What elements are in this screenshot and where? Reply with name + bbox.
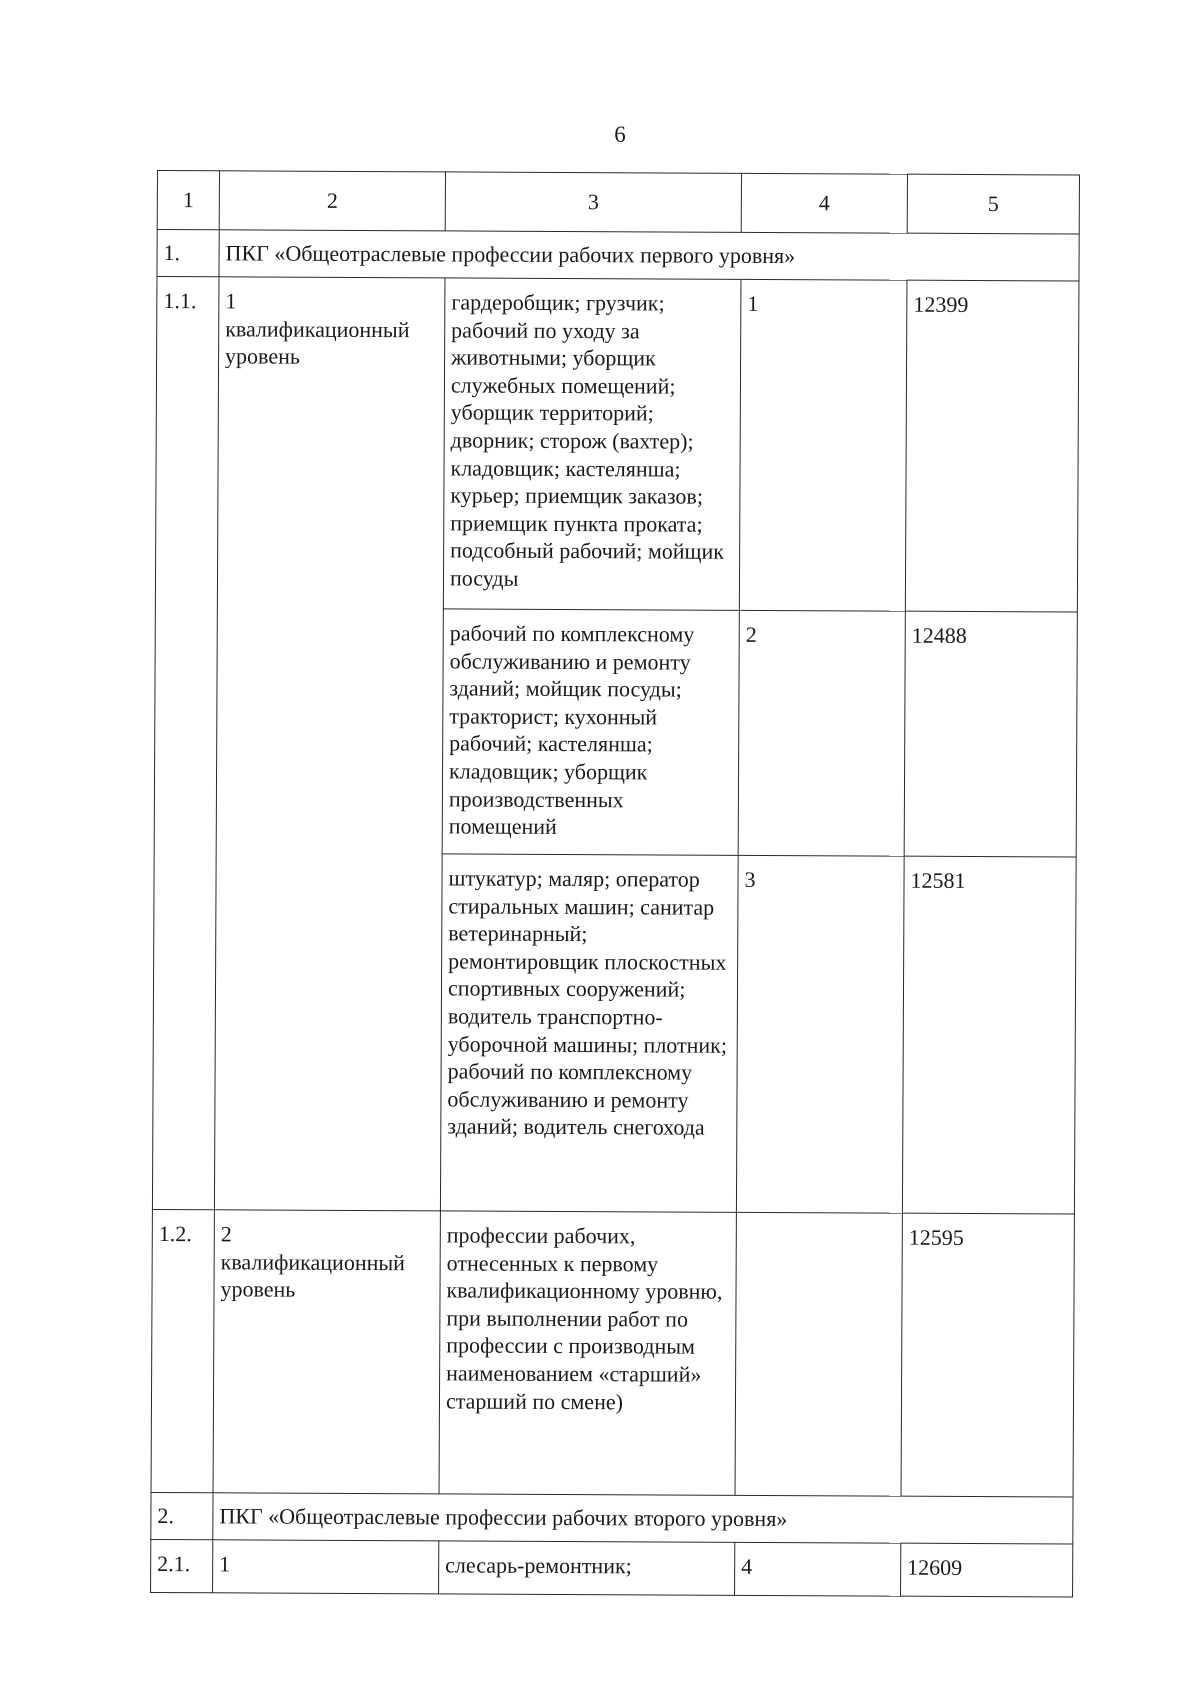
page-number: 6 <box>614 122 626 147</box>
group-row-1 <box>157 230 1079 282</box>
table-row <box>151 1209 1074 1497</box>
salary-cell: 12581 <box>902 856 1076 1214</box>
grade-cell: 3 <box>736 855 904 1213</box>
qualification-table <box>150 170 1080 1597</box>
row-number: 1.1. <box>152 277 219 1210</box>
group-number: 2. <box>151 1492 213 1539</box>
header-cell-5: 5 <box>907 174 1079 234</box>
header-cell-2: 2 <box>219 171 445 231</box>
professions-cell: профессии рабочих, отнесенных к первому квалификационному уровню, при выполнении работ по профессии с производным наименованием «старший» старший по смене) <box>439 1211 736 1495</box>
table-row <box>155 277 1079 613</box>
grade-cell: 4 <box>735 1542 901 1596</box>
group-number: 1. <box>157 230 219 277</box>
row-number: 1.2. <box>151 1209 214 1492</box>
group-title: ПКГ «Общеотраслевые профессии рабочих первого уровня» <box>219 230 1079 281</box>
row-number: 2.1. <box>151 1539 213 1592</box>
salary-cell: 12595 <box>901 1213 1074 1497</box>
header-cell-1: 1 <box>157 171 219 230</box>
salary-cell: 12399 <box>905 280 1079 612</box>
group-row-2 <box>151 1492 1073 1544</box>
header-cell-4: 4 <box>741 173 907 233</box>
salary-cell: 12488 <box>904 611 1077 857</box>
table-row <box>151 1539 1073 1597</box>
grade-cell: 2 <box>738 610 905 856</box>
salary-cell: 12609 <box>901 1543 1073 1597</box>
grade-cell <box>735 1212 902 1496</box>
professions-cell: гардеробщик; грузчик; рабочий по уходу за животными; уборщик служебных помещений; уборщик территорий; дворник; сторож (вахтер); кладовщик; кастелянша; курьер; приемщик заказов; приемщик пункта проката; подсобный рабочий; мойщик посуды <box>443 278 741 610</box>
grade-cell: 1 <box>739 279 907 611</box>
qualification-level: 2 квалификационный уровень <box>213 1210 440 1494</box>
group-title: ПКГ «Общеотраслевые профессии рабочих второго уровня» <box>213 1493 1073 1544</box>
header-cell-3: 3 <box>445 172 741 232</box>
professions-cell: штукатур; маляр; оператор стиральных машин; санитар ветеринарный; ремонтировщик плоскостных спортивных сооружений; водитель транспортно-уборочной машины; плотник; рабочий по комплексному обслуживанию и ремонту зданий; водитель снегохода <box>440 854 738 1212</box>
qualification-level: 1 квалификационный уровень <box>214 277 445 1211</box>
professions-cell: слесарь-ремонтник; <box>439 1541 735 1595</box>
qualification-level: 1 <box>213 1540 439 1594</box>
table-header-row <box>157 171 1079 235</box>
professions-cell: рабочий по комплексному обслуживанию и ремонту зданий; мойщик посуды; тракторист; кухонный рабочий; кастелянша; кладовщик; уборщик производственных помещений <box>442 609 739 855</box>
